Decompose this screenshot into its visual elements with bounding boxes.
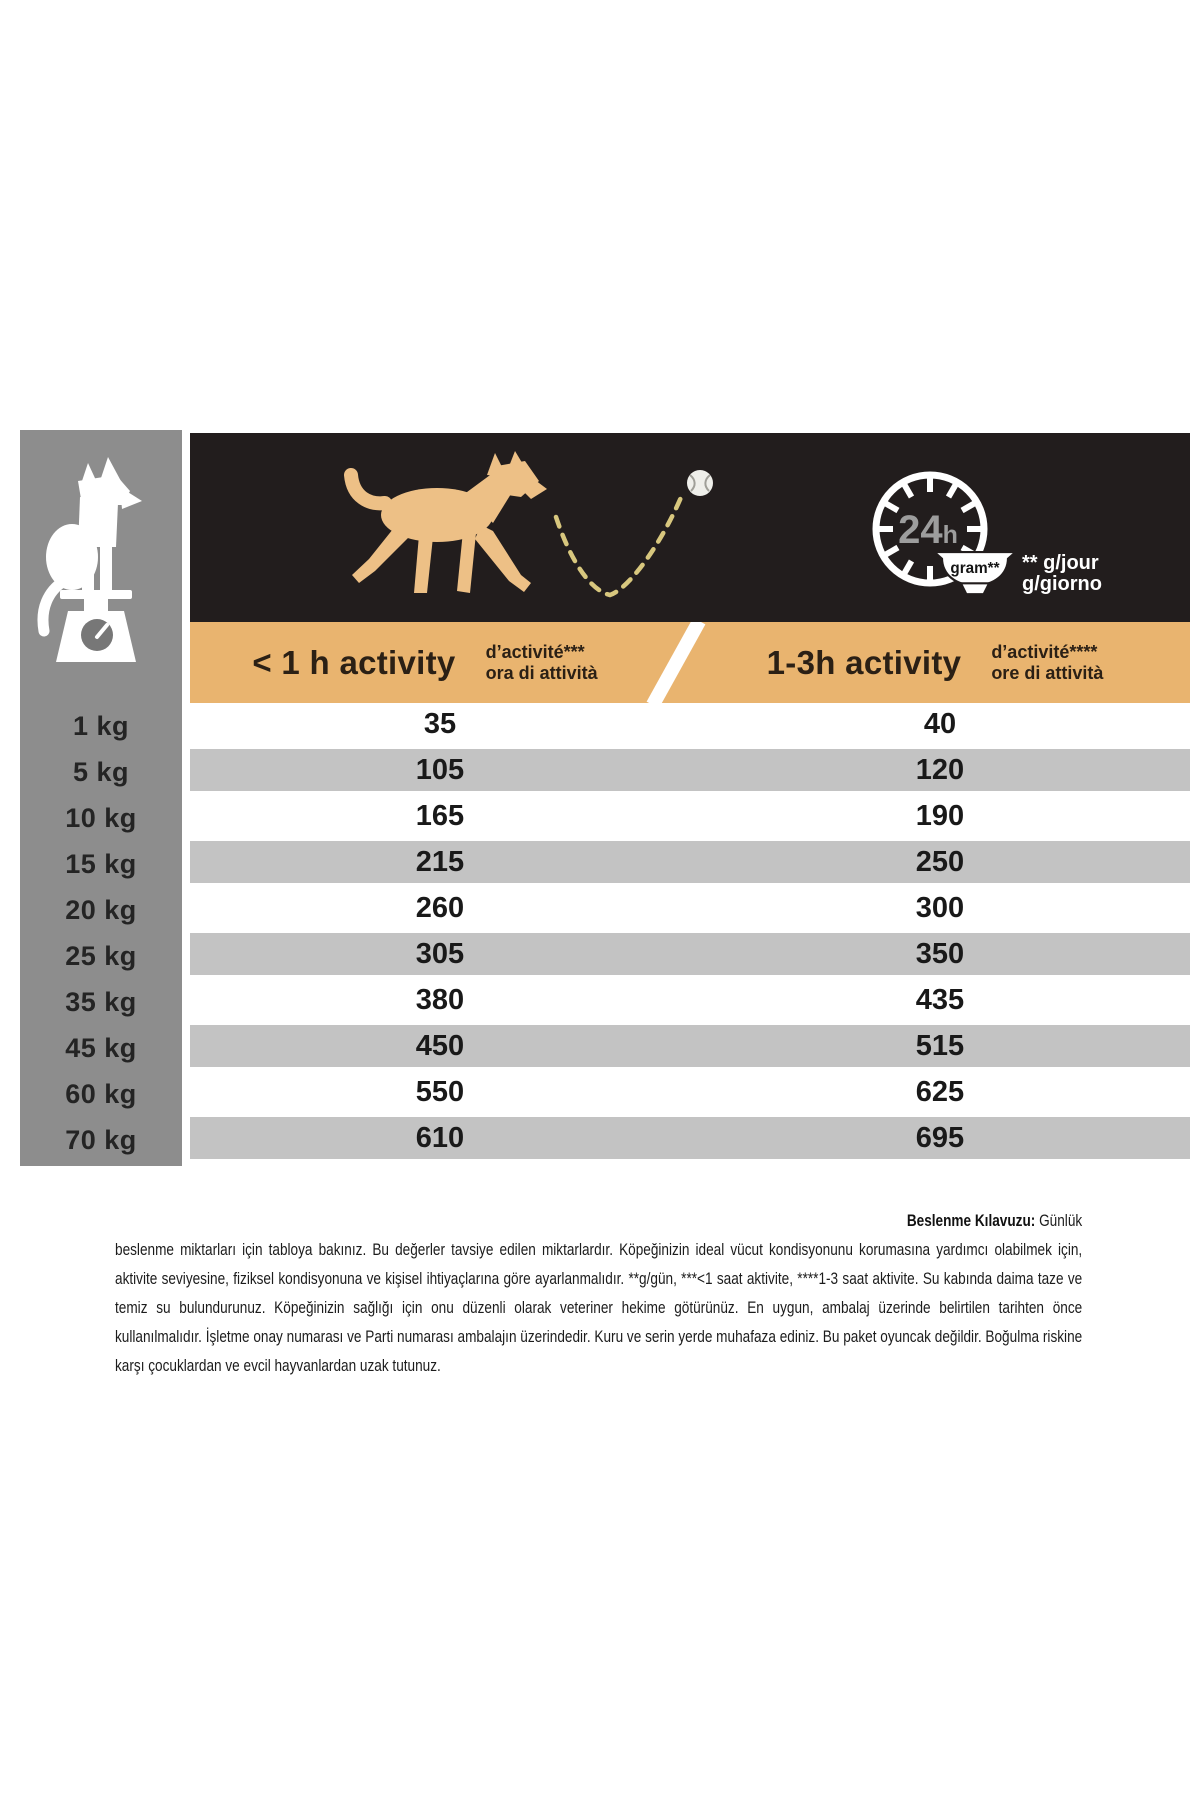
column-title: 1-3h activity [766,643,962,681]
amount-low-activity: 105 [415,753,465,786]
column-header-high-activity [695,622,1175,703]
weight-label: 15 kg [65,848,137,879]
weight-label: 60 kg [65,1078,137,1109]
amount-low-activity: 35 [423,707,457,740]
weight-label: 45 kg [65,1032,137,1063]
amount-low-activity: 260 [415,891,465,924]
ball-bounce-trajectory [542,467,742,607]
weight-label: 20 kg [65,894,137,925]
clock-label: 24h [898,508,958,552]
amount-high-activity: 120 [915,753,965,786]
amount-high-activity: 515 [915,1029,965,1062]
amount-low-activity: 450 [415,1029,465,1062]
table-row [190,841,1190,887]
amount-high-activity: 625 [915,1075,965,1108]
food-bowl-icon [935,551,1015,596]
table-header [190,622,1190,703]
table-row [190,1071,1190,1117]
footnote-heading: Beslenme Kılavuzu: Günlük [906,1211,1083,1230]
weight-list [20,703,182,1163]
amount-low-activity: 165 [415,799,465,832]
table-row [190,749,1190,795]
running-dog-illustration [335,451,547,601]
amount-high-activity: 190 [915,799,965,832]
banner [190,433,1190,622]
dog-on-scale-icon [20,455,182,667]
amount-low-activity: 305 [415,937,465,970]
unit-note-line2: g/giorno [1022,573,1102,595]
amount-low-activity: 610 [415,1121,465,1154]
feeding-table-rows [190,703,1190,1163]
unit-note [1022,553,1102,595]
amount-high-activity: 695 [915,1121,965,1154]
weight-sidebar [20,430,182,1166]
table-row [190,887,1190,933]
tennis-ball-icon [687,470,713,496]
table-row [190,795,1190,841]
bowl-label: gram** [950,559,1000,577]
table-row [190,1025,1190,1071]
table-row [190,703,1190,749]
table-row [190,1117,1190,1163]
amount-low-activity: 380 [415,983,465,1016]
column-title: < 1 h activity [252,643,456,681]
table-row [190,933,1190,979]
weight-label: 35 kg [65,986,137,1017]
weight-label: 10 kg [65,802,137,833]
weight-label: 1 kg [72,710,130,741]
amount-high-activity: 435 [915,983,965,1016]
column-subtitle: d’activité*** ora di attività [485,641,598,683]
amount-high-activity: 40 [923,707,957,740]
column-header-low-activity [190,622,660,703]
footnote-body: beslenme miktarları için tabloya bakınız. Bu değerler tavsiye edilen miktarlardır. Köpeğinizin ideal vücut kondisyonunu korumasına yardımcı olabilmek için, aktivite seviyesine, fiziksel kondisyonuna ve kişisel ihtiyaçlarına göre ayarlanmalıdır. **g/gün, ***<1 saat aktivite, ****1-3 saat aktivite. Su kabında daima taze ve temiz su bulundurunuz. Köpeğinizin sağlığı için onu düzenli olarak veteriner hekime götürünüz. En uygun, ambalaj üzerinde belirtilen tarihten önce kullanılmalıdır. İşletme onay numarası ve Parti numarası ambalajın üzerindedir. Kuru ve serin yerde muhafaza ediniz. Bu paket oyuncak değildir. Boğulma riskine karşı çocuklardan ve evcil hayvanlardan uzak tutunuz. [115,1240,1083,1375]
amount-low-activity: 215 [415,845,465,878]
table-row [190,979,1190,1025]
amount-high-activity: 350 [915,937,965,970]
weight-label: 70 kg [65,1124,137,1155]
weight-label: 25 kg [65,940,137,971]
amount-high-activity: 250 [915,845,965,878]
amount-high-activity: 300 [915,891,965,924]
amount-low-activity: 550 [415,1075,465,1108]
column-subtitle: d’activité**** ore di attività [991,641,1104,683]
weight-label: 5 kg [72,756,130,787]
unit-note-line1: ** g/jour [1022,552,1099,574]
